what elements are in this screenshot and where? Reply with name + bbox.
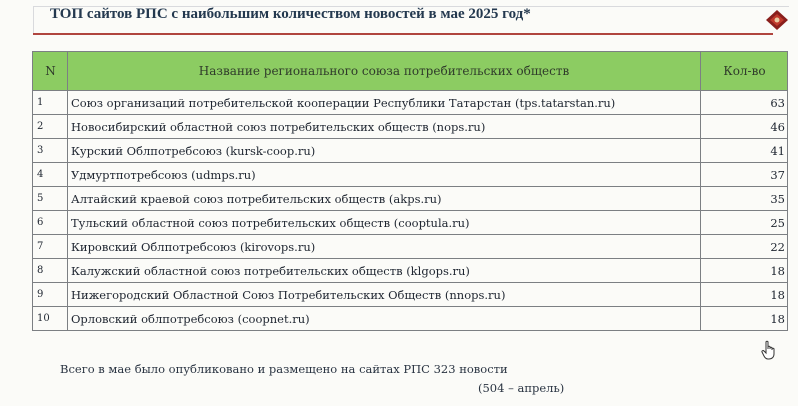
row-name: Алтайский краевой союз потребительских обществ (akps.ru): [68, 187, 701, 211]
row-count: 25: [701, 211, 788, 235]
table-row: [33, 139, 788, 163]
row-name: Курский Облпотребсоюз (kursk-coop.ru): [68, 139, 701, 163]
row-name: Новосибирский областной союз потребительских обществ (nops.ru): [68, 115, 701, 139]
table-row: [33, 163, 788, 187]
row-number: 2: [33, 115, 68, 139]
table-row: [33, 307, 788, 331]
row-count: 63: [701, 91, 788, 115]
table-row: [33, 211, 788, 235]
row-name: Калужский областной союз потребительских обществ (klgops.ru): [68, 259, 701, 283]
row-name: Тульский областной союз потребительских обществ (cooptula.ru): [68, 211, 701, 235]
row-name: Кировский Облпотребсоюз (kirovops.ru): [68, 235, 701, 259]
header-count: Кол-во: [701, 52, 788, 91]
table-row: [33, 283, 788, 307]
footer-april: (504 – апрель): [478, 381, 565, 395]
row-count: 46: [701, 115, 788, 139]
row-number: 9: [33, 283, 68, 307]
row-number: 6: [33, 211, 68, 235]
row-count: 41: [701, 139, 788, 163]
row-name: Удмуртпотребсоюз (udmps.ru): [68, 163, 701, 187]
row-count: 35: [701, 187, 788, 211]
row-count: 18: [701, 283, 788, 307]
row-name: Орловский облпотребсоюз (coopnet.ru): [68, 307, 701, 331]
row-number: 8: [33, 259, 68, 283]
header-number: N: [33, 52, 68, 91]
table-header-row: [33, 52, 788, 91]
table-row: [33, 115, 788, 139]
top-sites-table: [32, 51, 788, 331]
row-name: Нижегородский Областной Союз Потребительских Обществ (nnops.ru): [68, 283, 701, 307]
page-title: ТОП сайтов РПС с наибольшим количеством новостей в мае 2025 год*: [50, 6, 531, 22]
row-count: 18: [701, 307, 788, 331]
row-number: 10: [33, 307, 68, 331]
footer-total: Всего в мае было опубликовано и размещено на сайтах РПС 323 новости: [60, 362, 508, 376]
emblem-icon: [765, 9, 789, 31]
row-count: 22: [701, 235, 788, 259]
table-row: [33, 235, 788, 259]
row-number: 7: [33, 235, 68, 259]
row-name: Союз организаций потребительской кооперации Республики Татарстан (tps.tatarstan.ru): [68, 91, 701, 115]
row-number: 5: [33, 187, 68, 211]
table-row: [33, 91, 788, 115]
row-count: 18: [701, 259, 788, 283]
header-name: Название регионального союза потребительских обществ: [68, 52, 701, 91]
table-row: [33, 187, 788, 211]
hand-cursor-icon: [760, 340, 778, 360]
row-number: 3: [33, 139, 68, 163]
row-count: 37: [701, 163, 788, 187]
row-number: 1: [33, 91, 68, 115]
table-row: [33, 259, 788, 283]
title-divider: [33, 33, 773, 35]
row-number: 4: [33, 163, 68, 187]
